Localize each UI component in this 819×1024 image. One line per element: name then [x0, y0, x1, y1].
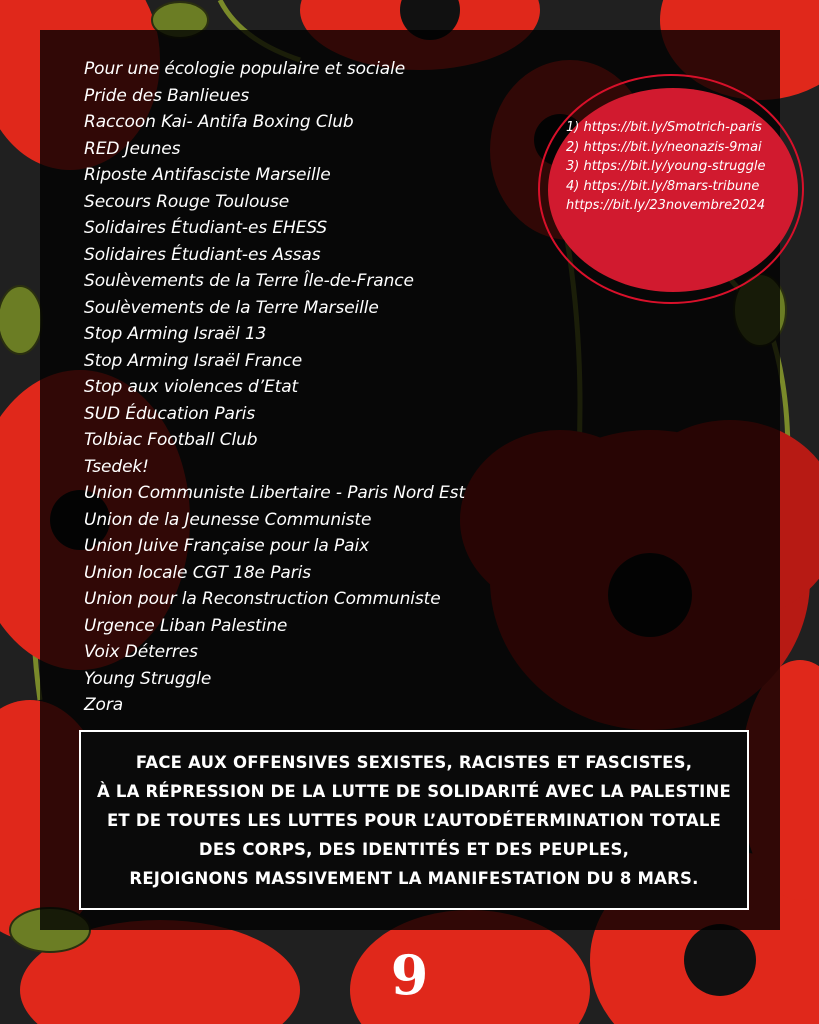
source-link[interactable]: 2) https://bit.ly/neonazis-9mai	[566, 139, 762, 155]
organization-item: Solidaires Étudiant-es EHESS	[84, 218, 328, 238]
organization-item: Union Juive Française pour la Paix	[84, 536, 370, 556]
organization-item: Tsedek!	[84, 456, 149, 477]
organization-item: Pour une écologie populaire et sociale	[84, 59, 406, 79]
organization-item: Riposte Antifasciste Marseille	[84, 165, 331, 185]
statement-line: DES CORPS, DES IDENTITÉS ET DES PEUPLES,	[198, 839, 630, 859]
organization-item: Solidaires Étudiant-es Assas	[84, 244, 321, 265]
organization-item: Stop Arming Israël France	[84, 350, 303, 371]
organization-item: RED Jeunes	[84, 138, 181, 159]
organization-item: Tolbiac Football Club	[84, 430, 258, 450]
organization-item: SUD Éducation Paris	[84, 403, 256, 424]
organizations-list	[84, 56, 465, 719]
source-link[interactable]: 4) https://bit.ly/8mars-tribune	[566, 178, 760, 194]
organization-item: Soulèvements de la Terre Île-de-France	[84, 271, 414, 291]
organization-item: Secours Rouge Toulouse	[84, 191, 290, 212]
organization-item: Stop aux violences d’Etat	[84, 377, 299, 397]
organization-item: Union de la Jeunesse Communiste	[84, 509, 372, 530]
statement-line: REJOIGNONS MASSIVEMENT LA MANIFESTATION DU 8 MARS.	[129, 868, 699, 888]
organization-item: Union Communiste Libertaire - Paris Nord Est	[84, 483, 466, 503]
organization-item: Young Struggle	[84, 668, 212, 689]
source-link[interactable]: 1) https://bit.ly/Smotrich-paris	[566, 120, 762, 135]
call-to-action-box	[79, 730, 749, 910]
organization-item: Union pour la Reconstruction Communiste	[84, 589, 441, 609]
organization-item: Pride des Banlieues	[84, 85, 250, 106]
organization-item: Stop Arming Israël 13	[84, 324, 267, 344]
organization-item: Soulèvements de la Terre Marseille	[84, 297, 379, 318]
organization-item: Urgence Liban Palestine	[84, 615, 288, 636]
statement-line: ET DE TOUTES LES LUTTES POUR L’AUTODÉTERMINATION TOTALE	[106, 810, 722, 830]
organization-item: Voix Déterres	[84, 642, 198, 662]
page-number: 9	[390, 943, 429, 1007]
organization-item: Zora	[84, 695, 124, 715]
source-link[interactable]: https://bit.ly/23novembre2024	[566, 198, 766, 213]
source-link[interactable]: 3) https://bit.ly/young-struggle	[566, 159, 766, 174]
organization-item: Raccoon Kai- Antifa Boxing Club	[84, 112, 354, 132]
statement-line: À LA RÉPRESSION DE LA LUTTE DE SOLIDARITÉ AVEC LA PALESTINE	[96, 781, 732, 801]
source-links-list	[566, 118, 766, 216]
statement-line: FACE AUX OFFENSIVES SEXISTES, RACISTES ET FASCISTES,	[135, 752, 693, 772]
organization-item: Union locale CGT 18e Paris	[84, 562, 311, 583]
